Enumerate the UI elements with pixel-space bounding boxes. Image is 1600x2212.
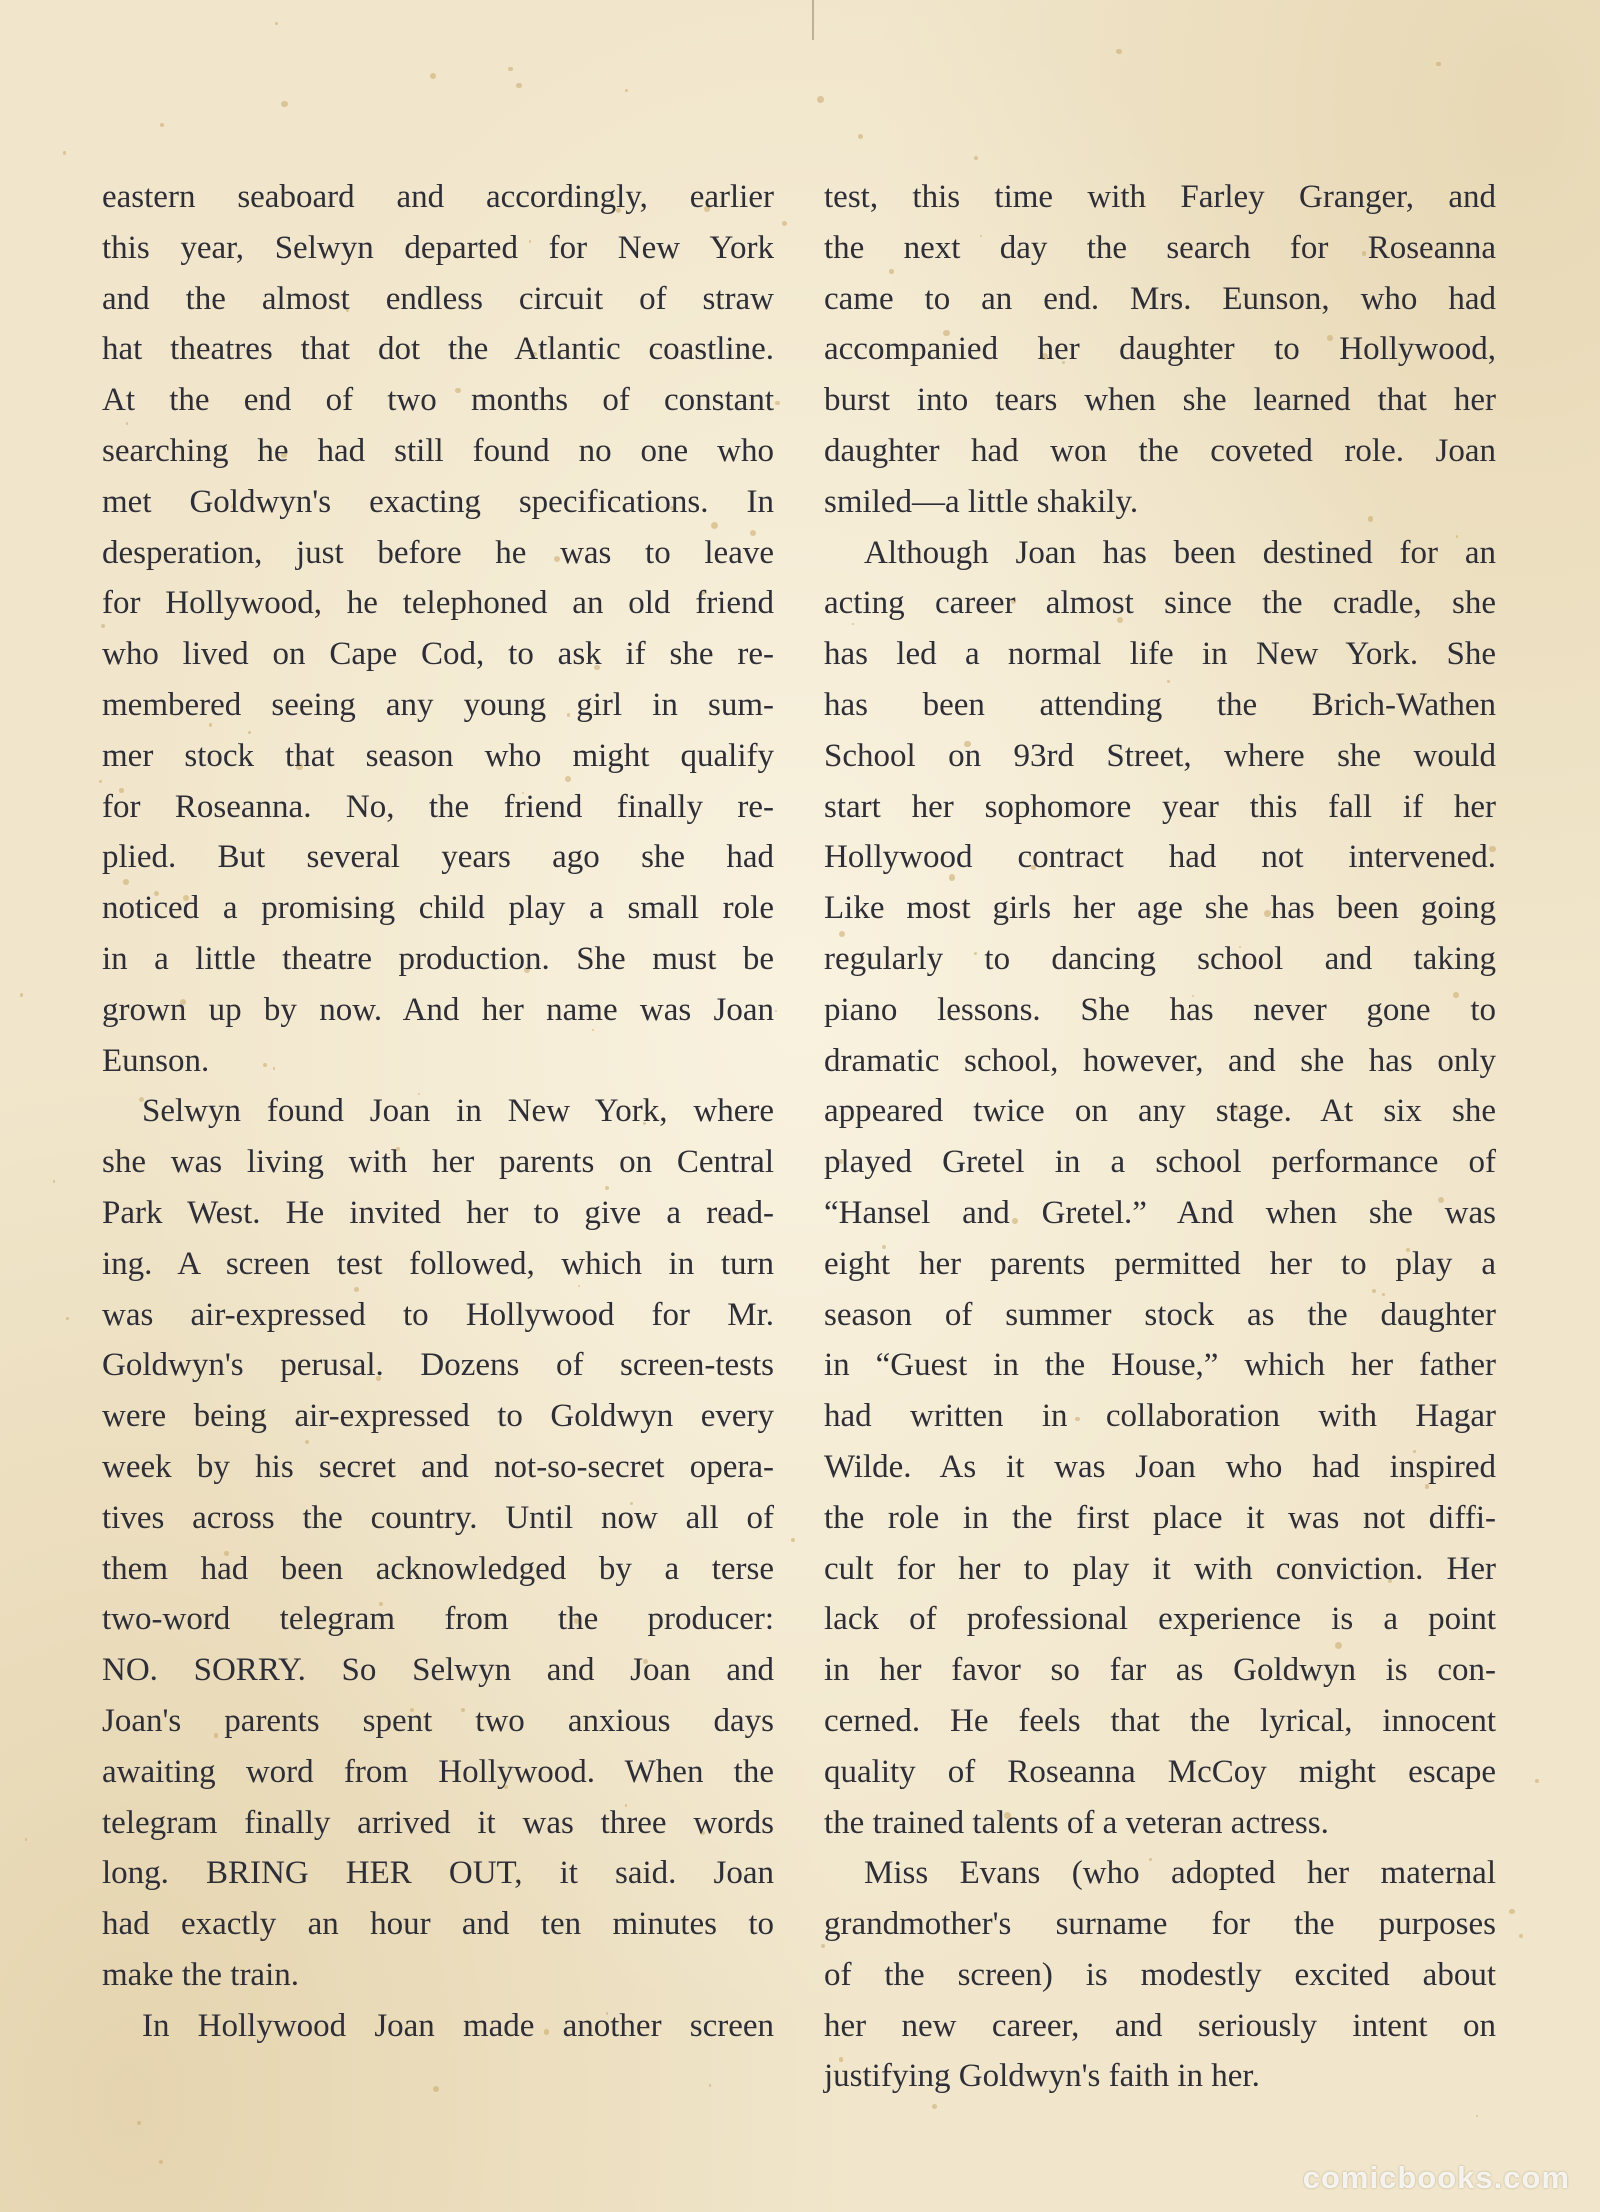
paper-speck xyxy=(516,83,522,89)
text-line: Miss Evans (who adopted her maternal xyxy=(864,1855,1496,1892)
text-line: has led a normal life in New York. She xyxy=(824,636,1496,673)
paper-speck xyxy=(1116,49,1121,54)
text-line: her new career, and seriously intent on xyxy=(824,2007,1496,2044)
paper-speck xyxy=(275,22,278,25)
text-line: the next day the search for Roseanna xyxy=(824,229,1496,266)
text-line: Joan's parents spent two anxious days xyxy=(102,1702,774,1739)
text-line: and the almost endless circuit of straw xyxy=(102,280,774,317)
text-line: tives across the country. Until now all of xyxy=(102,1499,774,1536)
paper-speck xyxy=(625,89,628,92)
text-line: burst into tears when she learned that her xyxy=(824,382,1496,419)
text-line: were being air-expressed to Goldwyn every xyxy=(102,1398,774,1435)
text-line: start her sophomore year this fall if her xyxy=(824,788,1496,825)
text-line: had exactly an hour and ten minutes to xyxy=(102,1906,774,1943)
text-line: grown up by now. And her name was Joan xyxy=(102,991,774,1028)
paper-speck xyxy=(159,2160,163,2164)
text-line: regularly to dancing school and taking xyxy=(824,940,1496,977)
text-line: “Hansel and Gretel.” And when she was xyxy=(824,1194,1496,1231)
text-line: quality of Roseanna McCoy might escape xyxy=(824,1753,1496,1790)
paper-speck xyxy=(508,67,513,72)
paper-speck xyxy=(1509,1909,1514,1914)
text-line: the trained talents of a veteran actress. xyxy=(824,1804,1329,1841)
paper-speck xyxy=(858,134,863,139)
text-line: make the train. xyxy=(102,1956,300,1993)
text-line: Wilde. As it was Joan who had inspired xyxy=(824,1448,1496,1485)
text-line: daughter had won the coveted role. Joan xyxy=(824,432,1496,469)
text-line: season of summer stock as the daughter xyxy=(824,1296,1496,1333)
text-line: cerned. He feels that the lyrical, innocent xyxy=(824,1702,1496,1739)
text-line: this year, Selwyn departed for New York xyxy=(102,229,774,266)
text-line: test, this time with Farley Granger, and xyxy=(824,179,1496,215)
text-line: noticed a promising child play a small role xyxy=(102,890,774,927)
paper-speck xyxy=(281,101,287,107)
text-line: for Roseanna. No, the friend finally re- xyxy=(102,788,774,825)
text-line: membered seeing any young girl in sum- xyxy=(102,686,774,723)
text-line: lack of professional experience is a point xyxy=(824,1601,1496,1638)
text-line: justifying Goldwyn's faith in her. xyxy=(824,2058,1260,2095)
text-line: Selwyn found Joan in New York, where xyxy=(142,1093,774,1130)
text-line: she was living with her parents on Central xyxy=(102,1144,774,1181)
text-line: School on 93rd Street, where she would xyxy=(824,737,1496,774)
paper-speck xyxy=(709,2084,712,2087)
text-line: piano lessons. She has never gone to xyxy=(824,991,1496,1028)
text-line: Although Joan has been destined for an xyxy=(864,534,1496,571)
paper-speck xyxy=(53,1180,55,1182)
text-line: awaiting word from Hollywood. When the xyxy=(102,1753,774,1790)
text-line: Hollywood contract had not intervened. xyxy=(824,839,1496,876)
text-line: played Gretel in a school performance of xyxy=(824,1144,1496,1181)
paper-speck xyxy=(817,96,824,103)
text-line: had written in collaboration with Hagar xyxy=(824,1398,1496,1435)
text-line: desperation, just before he was to leave xyxy=(102,534,774,571)
text-line: who lived on Cape Cod, to ask if she re- xyxy=(102,636,774,673)
text-line: for Hollywood, he telephoned an old friend xyxy=(102,585,774,622)
text-line: them had been acknowledged by a terse xyxy=(102,1550,774,1587)
text-line: the role in the first place it was not diffi- xyxy=(824,1499,1496,1536)
text-line: in a little theatre production. She must be xyxy=(102,940,774,977)
text-line: telegram finally arrived it was three words xyxy=(102,1804,774,1841)
paper-speck xyxy=(63,151,67,155)
text-line: eastern seaboard and accordingly, earlier xyxy=(102,179,774,215)
text-line: Like most girls her age she has been going xyxy=(824,890,1496,927)
article-column-right xyxy=(824,172,1496,2102)
text-line: smiled—a little shakily. xyxy=(824,483,1139,520)
article-column-left xyxy=(102,172,774,2051)
text-line: in her favor so far as Goldwyn is con- xyxy=(824,1652,1496,1689)
text-line: cult for her to play it with conviction. Her xyxy=(824,1550,1496,1587)
text-line: eight her parents permitted her to play a xyxy=(824,1245,1496,1282)
text-line: NO. SORRY. So Selwyn and Joan and xyxy=(102,1652,774,1689)
text-line: Eunson. xyxy=(102,1042,210,1079)
text-line: acting career almost since the cradle, she xyxy=(824,585,1496,622)
text-line: ing. A screen test followed, which in turn xyxy=(102,1245,774,1282)
text-line: searching he had still found no one who xyxy=(102,432,774,469)
text-line: In Hollywood Joan made another screen xyxy=(142,2007,774,2044)
text-line: of the screen) is modestly excited about xyxy=(824,1956,1496,1993)
text-line: accompanied her daughter to Hollywood, xyxy=(824,331,1496,368)
paper-speck xyxy=(1535,1779,1539,1783)
text-line: mer stock that season who might qualify xyxy=(102,737,774,774)
text-line: met Goldwyn's exacting specifications. In xyxy=(102,483,774,520)
text-line: plied. But several years ago she had xyxy=(102,839,774,876)
text-line: grandmother's surname for the purposes xyxy=(824,1906,1496,1943)
text-line: Park West. He invited her to give a read- xyxy=(102,1194,774,1231)
text-line: hat theatres that dot the Atlantic coastline. xyxy=(102,331,774,368)
text-line: has been attending the Brich-Wathen xyxy=(824,686,1496,723)
watermark: comicbooks.com xyxy=(1302,2160,1570,2195)
text-line: two-word telegram from the producer: xyxy=(102,1601,774,1638)
paper-speck xyxy=(433,2086,439,2092)
text-line: was air-expressed to Hollywood for Mr. xyxy=(102,1296,774,1333)
text-line: Goldwyn's perusal. Dozens of screen-tests xyxy=(102,1347,774,1384)
text-line: At the end of two months of constant xyxy=(102,382,774,419)
text-line: dramatic school, however, and she has only xyxy=(824,1042,1496,1079)
center-fold-mark xyxy=(812,0,814,40)
text-line: came to an end. Mrs. Eunson, who had xyxy=(824,280,1496,317)
text-line: appeared twice on any stage. At six she xyxy=(824,1093,1496,1130)
text-line: long. BRING HER OUT, it said. Joan xyxy=(102,1855,774,1892)
paper-speck xyxy=(974,156,978,160)
text-line: in “Guest in the House,” which her father xyxy=(824,1347,1496,1384)
text-line: week by his secret and not-so-secret opera- xyxy=(102,1448,774,1485)
